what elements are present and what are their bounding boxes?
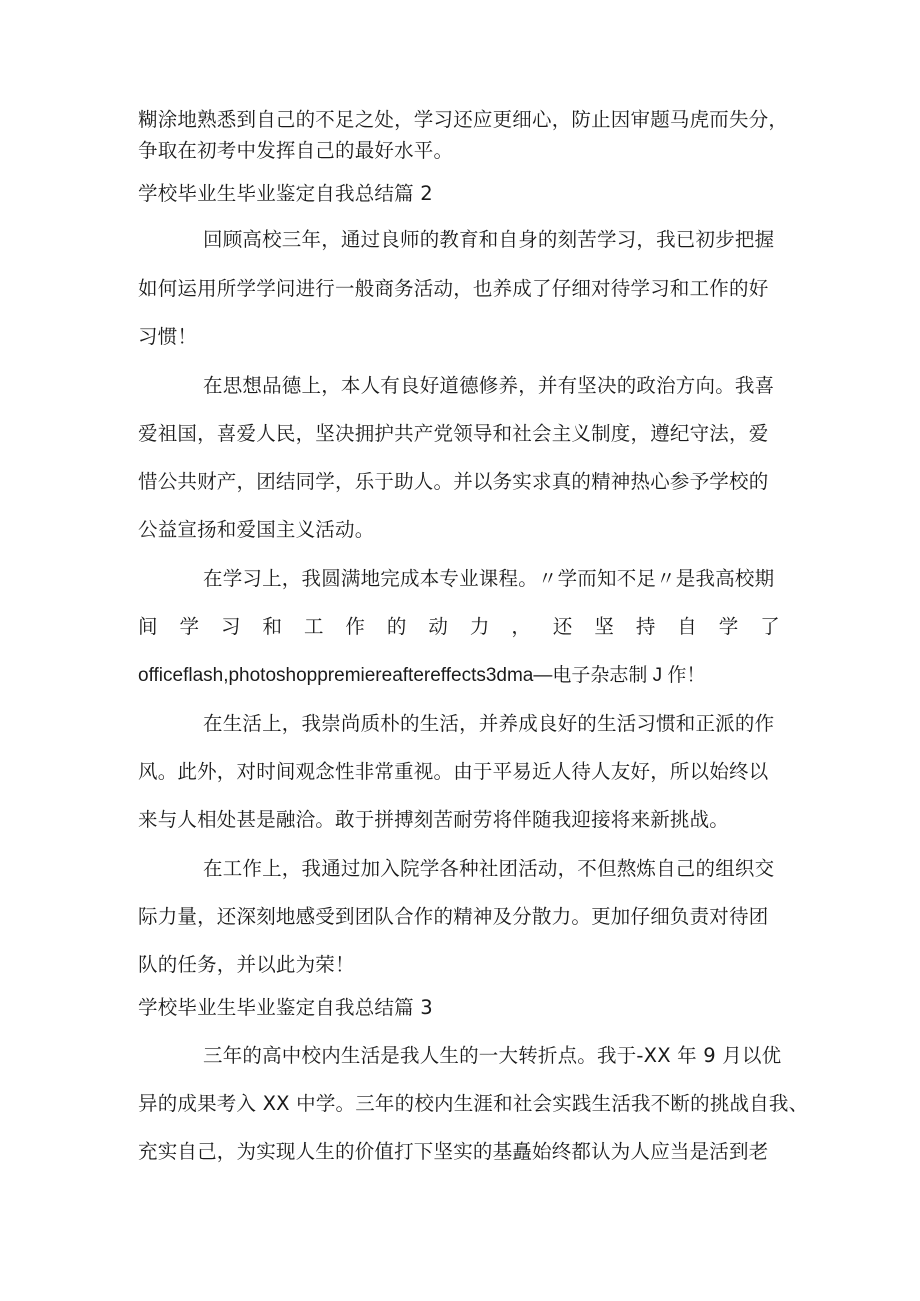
text-line: 在思想品德上，本人有良好道德修养，并有坚决的政治方向。我喜	[203, 374, 775, 397]
text-line: 际力量，还深刻地感受到团队合作的精神及分散力。更加仔细负责对待团	[138, 905, 769, 928]
justified-char: ，	[511, 615, 532, 638]
justified-char: 持	[635, 615, 656, 638]
text-line: 队的任务，并以此为荣！	[138, 953, 355, 976]
text-line: 回顾高校三年，通过良师的教育和自身的刻苦学习，我已初步把握	[203, 228, 775, 251]
text-line: 糊涂地熟悉到自己的不足之处，学习还应更细心，防止因审题马虎而失分，	[138, 108, 789, 131]
text-line: 异的成果考入 XX 中学。三年的校内生涯和社会实践生活我不断的挑战自我、	[138, 1092, 809, 1115]
justified-char: 和	[262, 615, 283, 638]
justified-char: 了	[760, 615, 780, 638]
text-line: 如何运用所学学问进行一般商务活动，也养成了仔细对待学习和工作的好	[138, 277, 769, 300]
justified-char: 学	[718, 615, 739, 638]
justified-char: 学	[179, 615, 200, 638]
text-line: 公益宣扬和爱国主义活动。	[138, 518, 375, 541]
text-line: 三年的高中校内生活是我人生的一大转折点。我于-XX 年 9 月以优	[203, 1044, 782, 1067]
justified-text-line	[138, 614, 780, 640]
text-line: 习惯！	[138, 325, 198, 348]
justified-char: 坚	[594, 615, 615, 638]
text-line: 惜公共财产，团结同学，乐于助人。并以务实求真的精神热心参予学校的	[138, 470, 769, 493]
justified-char: 习	[220, 615, 241, 638]
justified-char: 力	[469, 615, 490, 638]
text-line: 风。此外，对时间观念性非常重视。由于平易近人待人友好，所以始终以	[138, 760, 769, 783]
section-heading: 学校毕业生毕业鉴定自我总结篇 2	[138, 182, 433, 205]
text-line: 在工作上，我通过加入院学各种社团活动，不但熬炼自己的组织交	[203, 857, 775, 880]
text-line: 争取在初考中发挥自己的最好水平。	[138, 139, 454, 162]
justified-char: 工	[303, 615, 324, 638]
text-line: 爱祖国，喜爱人民，坚决拥护共产党领导和社会主义制度，遵纪守法，爱	[138, 422, 769, 445]
justified-char: 自	[677, 615, 697, 638]
text-line: 充实自己，为实现人生的价值打下坚实的基矗始终都认为人应当是活到老	[138, 1140, 769, 1163]
justified-char: 间	[138, 615, 158, 638]
justified-char: 还	[552, 615, 573, 638]
text-line: 来与人相处甚是融洽。敢于拼搏刻苦耐劳将伴随我迎接将来新挑战。	[138, 808, 730, 831]
text-line: officeflash,photoshoppremiereaftereffects3dma—电子杂志制 J 作！	[138, 665, 706, 686]
text-line: 在生活上，我崇尚质朴的生活，并养成良好的生活习惯和正派的作	[203, 712, 775, 735]
justified-char: 的	[386, 615, 407, 638]
justified-char: 动	[428, 615, 449, 638]
justified-char: 作	[345, 615, 366, 638]
section-heading: 学校毕业生毕业鉴定自我总结篇 3	[138, 996, 433, 1019]
text-line: 在学习上，我圆满地完成本专业课程。〃学而知不足〃是我高校期	[203, 567, 775, 590]
